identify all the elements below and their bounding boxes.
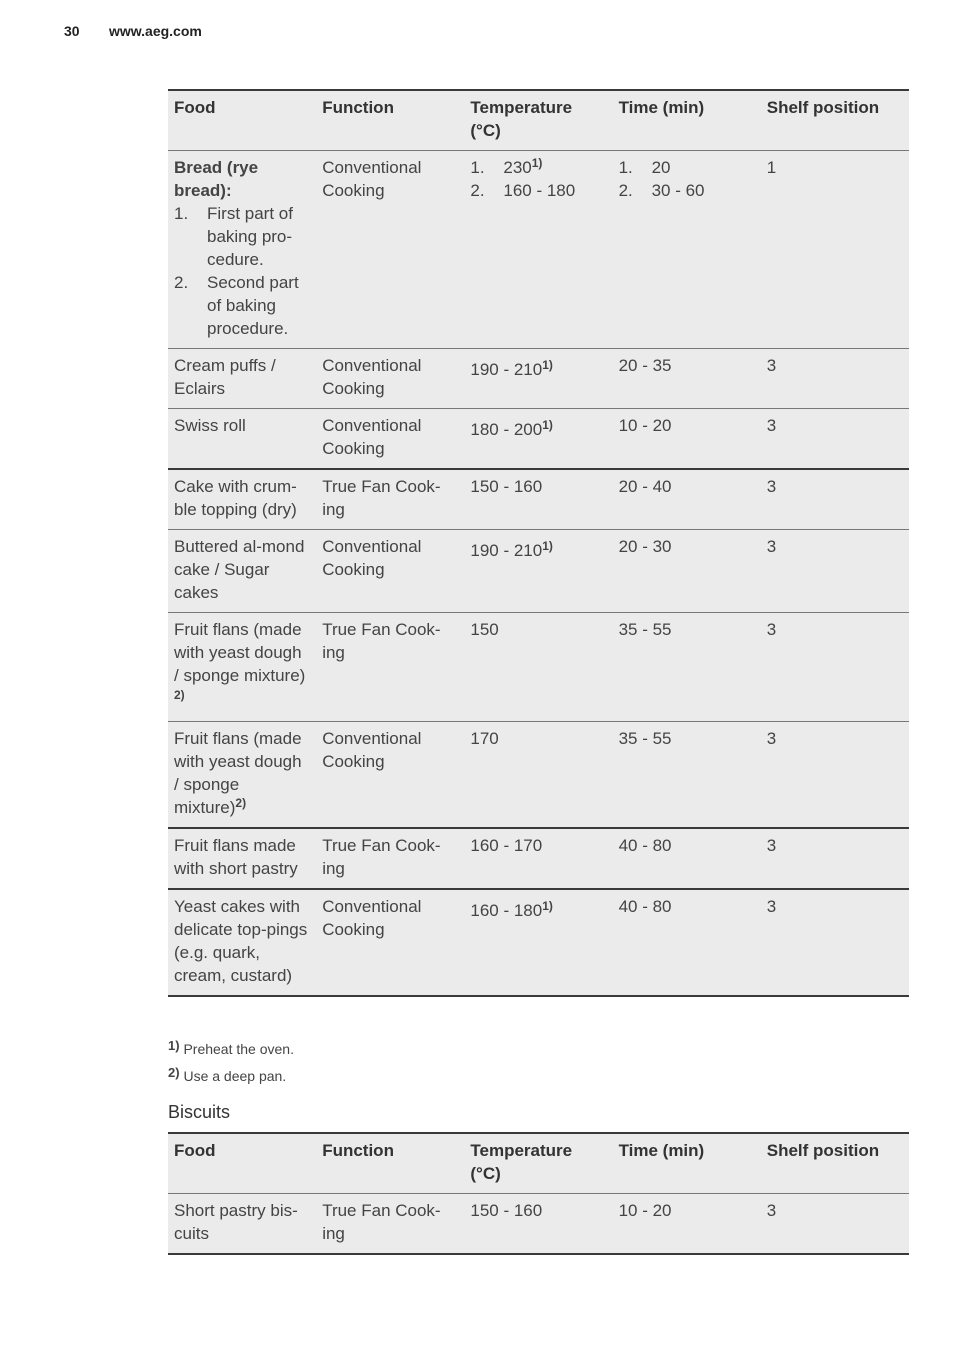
page-header xyxy=(64,23,202,39)
biscuits-table xyxy=(168,1132,909,1255)
table-row xyxy=(168,151,909,349)
food-cell: Fruit flans made with short pastry xyxy=(174,836,298,878)
temperature-cell: 150 - 160 xyxy=(470,477,543,496)
function-cell: Conventional Cooking xyxy=(322,897,422,939)
temperature-cell: 180 - 200$^{1)}$ xyxy=(470,418,553,439)
temperature-cell xyxy=(464,151,612,349)
temperature-cell: 170 xyxy=(470,729,499,748)
function-cell: Conventional Cooking xyxy=(322,729,422,771)
table-row xyxy=(168,613,909,722)
shelf-cell: 3 xyxy=(766,356,777,375)
table-header-row xyxy=(168,1133,909,1194)
footnote-ref: 2) xyxy=(174,688,185,702)
temperature-cell: 190 - 210$^{1)}$ xyxy=(470,539,553,560)
food-steps xyxy=(174,202,310,340)
footnote-ref: 1) xyxy=(542,418,553,432)
list-item: 2. 30 - 60 xyxy=(618,181,705,200)
footnote-ref: 1) xyxy=(531,156,543,170)
food-cell: Short pastry bis-cuits xyxy=(174,1201,298,1243)
function-cell: Conventional Cooking xyxy=(322,158,422,200)
header-temperature: Temperature (°C) xyxy=(470,98,573,140)
time-cell: 35 - 55 xyxy=(618,729,672,748)
table-row xyxy=(168,349,909,409)
header-temperature: Temperature (°C) xyxy=(470,1141,573,1183)
temperature-cell: 150 xyxy=(470,620,499,639)
footnotes xyxy=(168,1038,294,1095)
food-cell: Fruit flans (made with yeast dough / sponge mixture) 2) xyxy=(168,613,316,722)
function-cell: Conventional Cooking xyxy=(322,537,422,579)
temperature-cell: 160 - 170 xyxy=(470,836,543,855)
time-cell xyxy=(613,151,761,349)
header-shelf: Shelf position xyxy=(766,1141,880,1160)
shelf-cell: 3 xyxy=(766,1201,777,1220)
temperature-cell: 150 - 160 xyxy=(470,1201,543,1220)
food-title: Bread (rye bread): xyxy=(174,158,259,200)
footnote: $^{1)}$ Preheat the oven. xyxy=(168,1038,294,1057)
footnote-ref: 1) xyxy=(542,358,553,372)
time-cell: 20 - 40 xyxy=(618,477,672,496)
list-item: 2. Second part of baking procedure. xyxy=(174,273,299,338)
table-row xyxy=(168,722,909,829)
temperature-cell: 160 - 180$^{1)}$ xyxy=(470,899,553,920)
list-item: 1. 20 xyxy=(618,158,671,177)
time-cell: 10 - 20 xyxy=(618,416,672,435)
function-cell: Conventional Cooking xyxy=(322,416,422,458)
table-row xyxy=(168,530,909,613)
footnote-ref: 2) xyxy=(235,796,247,810)
site-url[interactable]: www.aeg.com xyxy=(109,23,202,39)
time-cell: 40 - 80 xyxy=(618,897,672,916)
function-cell: True Fan Cook-ing xyxy=(322,620,441,662)
food-cell: Swiss roll xyxy=(174,416,246,435)
time-cell: 10 - 20 xyxy=(618,1201,672,1220)
header-food: Food xyxy=(174,98,216,117)
table-row xyxy=(168,889,909,996)
food-cell: Buttered al-mond cake / Sugar cakes xyxy=(174,537,305,602)
table-row xyxy=(168,1194,909,1255)
header-time: Time (min) xyxy=(618,1141,705,1160)
food-cell: Fruit flans (made with yeast dough / sponge mixture)$^{2)}$ xyxy=(174,729,302,817)
food-cell: Cream puffs / Eclairs xyxy=(174,356,276,398)
footnote-ref: 1) xyxy=(542,899,553,913)
header-food: Food xyxy=(174,1141,216,1160)
header-time: Time (min) xyxy=(618,98,705,117)
footnote-ref: 1) xyxy=(542,539,553,553)
header-function: Function xyxy=(322,1141,394,1160)
shelf-cell: 3 xyxy=(766,416,777,435)
time-cell: 20 - 35 xyxy=(618,356,672,375)
list-item: 1. First part of baking pro-cedure. xyxy=(174,204,293,269)
time-cell: 35 - 55 xyxy=(618,620,672,639)
function-cell: True Fan Cook-ing xyxy=(322,836,441,878)
page-number: 30 xyxy=(64,23,80,39)
shelf-cell: 3 xyxy=(766,836,777,855)
time-cell: 20 - 30 xyxy=(618,537,672,556)
shelf-cell: 3 xyxy=(766,897,777,916)
food-cell: Yeast cakes with delicate top-pings (e.g. quark, cream, custard) xyxy=(174,897,308,985)
temperature-cell: 190 - 210$^{1)}$ xyxy=(470,358,553,379)
shelf-cell: 3 xyxy=(766,729,777,748)
section-title-biscuits: Biscuits xyxy=(168,1102,231,1122)
function-cell: True Fan Cook-ing xyxy=(322,477,441,519)
shelf-cell: 3 xyxy=(766,537,777,556)
food-cell: Cake with crum-ble topping (dry) xyxy=(174,477,297,519)
list-item: 2. 160 - 180 xyxy=(470,181,576,200)
food-cell xyxy=(168,151,316,349)
table-header-row xyxy=(168,90,909,151)
function-cell: Conventional Cooking xyxy=(322,356,422,398)
shelf-cell: 3 xyxy=(766,620,777,639)
table-row xyxy=(168,828,909,889)
header-shelf: Shelf position xyxy=(766,98,880,117)
time-cell: 40 - 80 xyxy=(618,836,672,855)
baking-table xyxy=(168,89,909,997)
list-item: 1. 230$^{1)}$ xyxy=(470,156,543,177)
table-row xyxy=(168,469,909,530)
footnote: $^{2)}$ Use a deep pan. xyxy=(168,1065,287,1084)
header-function: Function xyxy=(322,98,394,117)
function-cell: True Fan Cook-ing xyxy=(322,1201,441,1243)
shelf-cell: 1 xyxy=(766,158,777,177)
table-row xyxy=(168,409,909,470)
shelf-cell: 3 xyxy=(766,477,777,496)
